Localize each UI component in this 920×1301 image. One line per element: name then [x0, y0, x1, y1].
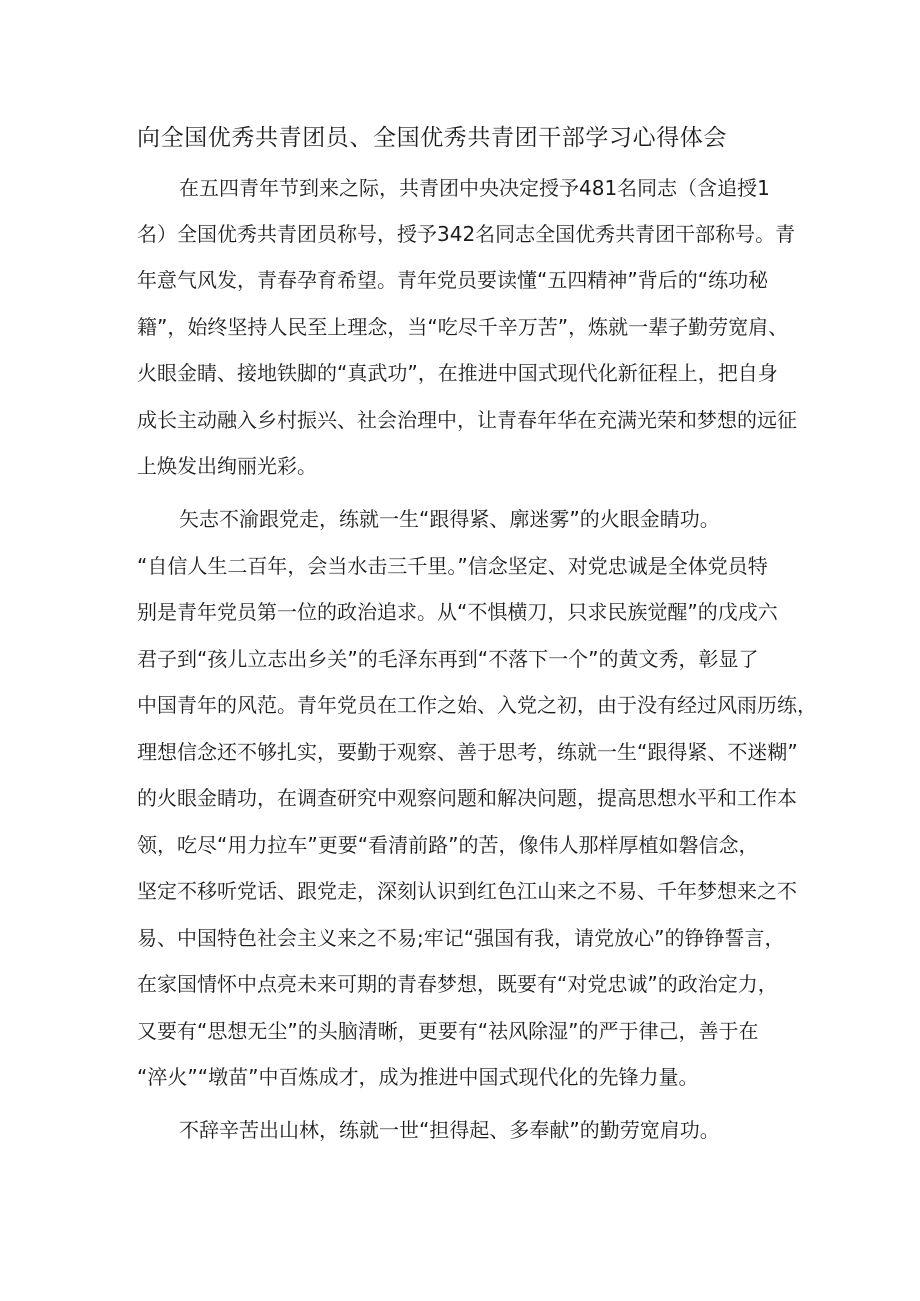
paragraph-line: “淬火”“墩苗”中百炼成才，成为推进中国式现代化的先锋力量。	[137, 1065, 699, 1089]
paragraph-line: 君子到“孩儿立志出乡关”的毛泽东再到“不落下一个”的黄文秀，彰显了	[137, 647, 759, 671]
paragraph-line: 籍”，始终坚持人民至上理念，当“吃尽千辛万苦”，炼就一辈子勤劳宽肩、	[137, 315, 789, 339]
paragraph-line: 又要有“思想无尘”的头脑清晰，更要有“祛风除湿”的严于律己，善于在	[137, 1019, 759, 1043]
paragraph-line: 名）全国优秀共青团员称号，授予342名同志全国优秀共青团干部称号。青	[137, 222, 796, 246]
section-heading: 不辞辛苦出山林，练就一世“担得起、多奉献”的勤劳宽肩功。	[179, 1118, 720, 1142]
paragraph-line: 年意气风发，青春孕育希望。青年党员要读懂“五四精神”背后的“练功秘	[137, 268, 769, 292]
paragraph-line: 坚定不移听党话、跟党走，深刻认识到红色江山来之不易、千年梦想来之不	[137, 879, 797, 903]
paragraph-line: 火眼金睛、接地铁脚的“真武功”，在推进中国式现代化新征程上，把自身	[137, 361, 778, 385]
paragraph-line: 的火眼金睛功，在调查研究中观察问题和解决问题，提高思想水平和工作本	[137, 786, 797, 810]
paragraph-line: 理想信念还不够扎实，要勤于观察、善于思考，练就一生“跟得紧、不迷糊”	[137, 740, 798, 764]
paragraph-line: 易、中国特色社会主义来之不易;牢记“强国有我，请党放心”的铮铮誓言，	[137, 926, 785, 950]
paragraph-line: “自信人生二百年，会当水击三千里。”信念坚定、对党忠诚是全体党员特	[137, 554, 768, 578]
paragraph-line: 领，吃尽“用力拉车”更要“看清前路”的苦，像伟人那样厚植如磐信念，	[137, 833, 759, 857]
document-title: 向全国优秀共青团员、全国优秀共青团干部学习心得体会	[137, 125, 727, 151]
paragraph-line: 中国青年的风范。青年党员在工作之始、入党之初，由于没有经过风雨历练，	[137, 693, 817, 717]
paragraph-line: 上焕发出绚丽光彩。	[137, 454, 317, 478]
paragraph-line: 别是青年党员第一位的政治追求。从“不惧横刀，只求民族觉醒”的戊戌六	[137, 600, 778, 624]
paragraph-line: 在家国情怀中点亮未来可期的青春梦想，既要有“对党忠诚”的政治定力，	[137, 972, 778, 996]
paragraph-line: 在五四青年节到来之际，共青团中央决定授予481名同志（含追授1	[179, 176, 770, 200]
paragraph-line: 成长主动融入乡村振兴、社会治理中，让青春年华在充满光荣和梦想的远征	[137, 408, 797, 432]
section-heading: 矢志不渝跟党走，练就一生“跟得紧、廓迷雾”的火眼金睛功。	[179, 507, 720, 531]
